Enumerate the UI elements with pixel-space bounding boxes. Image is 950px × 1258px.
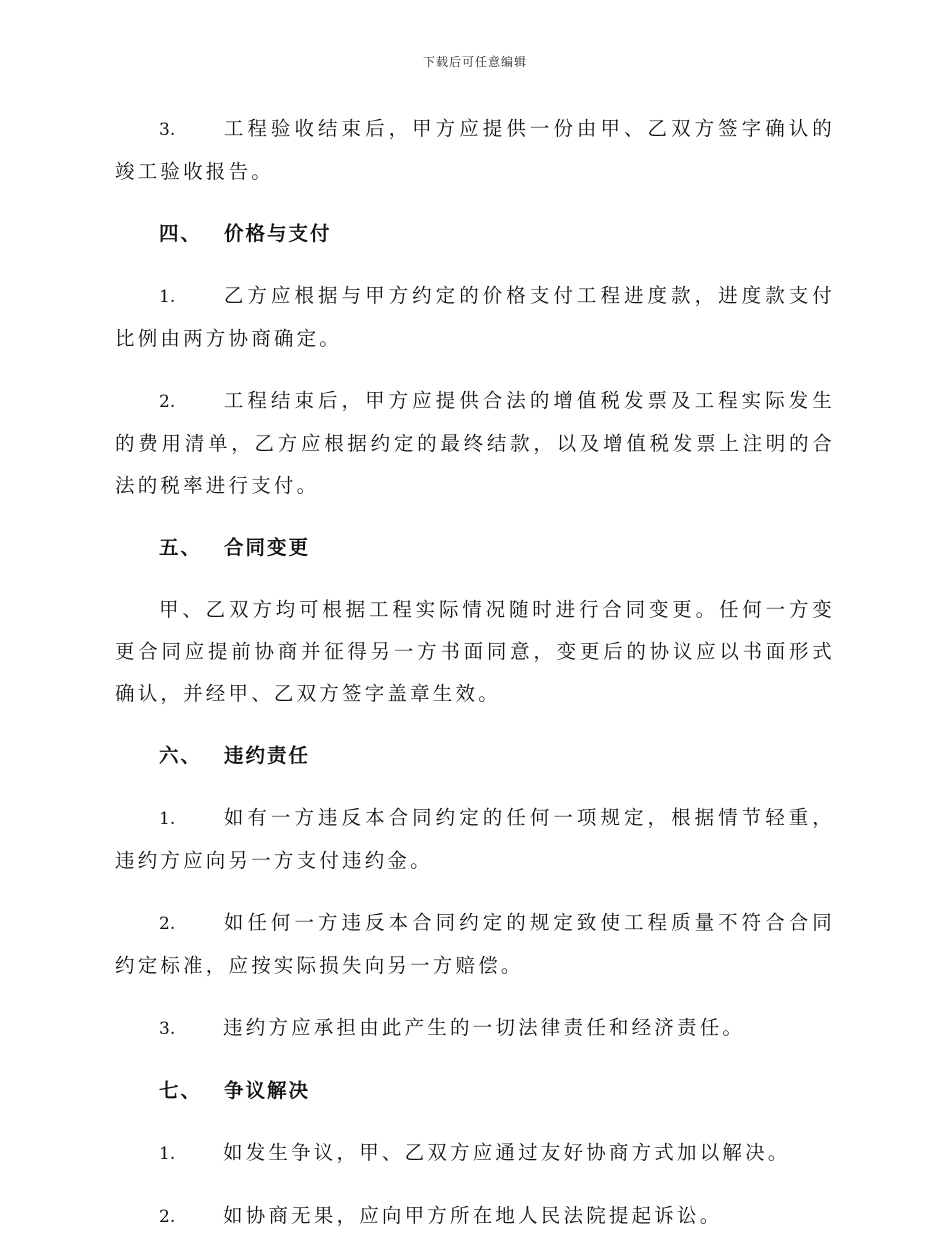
section-title: 合同变更 xyxy=(224,536,311,559)
clause-number: 3. xyxy=(159,1019,176,1039)
section-5-body: 甲、乙双方均可根据工程实际情况随时进行合同变更。任何一方变更合同应提前协商并征得另一方书面同意，变更后的协议应以书面形式确认，并经甲、乙双方签字盖章生效。 xyxy=(115,598,835,705)
section-title: 争议解决 xyxy=(224,1079,311,1102)
section-heading-5 xyxy=(159,527,835,569)
clause-text: 工程验收结束后，甲方应提供一份由甲、乙双方签字确认的竣工验收报告。 xyxy=(115,117,835,183)
section-heading-7 xyxy=(159,1070,835,1112)
clause-text: 工程结束后，甲方应提供合法的增值税发票及工程实际发生的费用清单，乙方应根据约定的最终结款，以及增值税发票上注明的合法的税率进行支付。 xyxy=(115,389,835,497)
document-body xyxy=(115,108,835,1258)
clause-text: 如有一方违反本合同约定的任何一项规定，根据情节轻重，违约方应向另一方支付违约金。 xyxy=(115,806,835,872)
clause-text: 违约方应承担由此产生的一切法律责任和经济责任。 xyxy=(223,1016,746,1039)
clause-6-2 xyxy=(115,902,835,987)
section-title: 价格与支付 xyxy=(224,222,332,245)
section-number: 六、 xyxy=(159,744,203,767)
clause-4-2 xyxy=(115,380,835,507)
section-number: 五、 xyxy=(159,536,203,559)
section-heading-6 xyxy=(159,735,835,777)
clause-text: 乙方应根据与甲方约定的价格支付工程进度款，进度款支付比例由两方协商确定。 xyxy=(115,284,835,350)
section-number: 七、 xyxy=(159,1079,203,1102)
clause-4-1 xyxy=(115,275,835,360)
clause-6-3 xyxy=(115,1007,835,1050)
section-number: 四、 xyxy=(159,222,203,245)
clause-7-2 xyxy=(115,1195,835,1238)
section-title: 违约责任 xyxy=(224,744,311,767)
clause-number: 1. xyxy=(159,809,176,829)
clause-number: 2. xyxy=(159,914,176,934)
clause-7-1 xyxy=(115,1132,835,1175)
clause-number: 1. xyxy=(159,1144,176,1164)
clause-text: 如发生争议，甲、乙双方应通过友好协商方式加以解决。 xyxy=(223,1141,791,1164)
clause-text: 如任何一方违反本合同约定的规定致使工程质量不符合合同约定标准，应按实际损失向另一方赔偿。 xyxy=(115,911,835,977)
clause-number: 2. xyxy=(159,392,176,412)
clause-number: 3. xyxy=(159,120,176,140)
clause-6-1 xyxy=(115,797,835,882)
page-header: 下载后可任意编辑 xyxy=(422,55,527,69)
clause-3-3 xyxy=(115,108,835,193)
clause-text: 如协商无果，应向甲方所在地人民法院提起诉讼。 xyxy=(223,1204,723,1227)
section-heading-4 xyxy=(159,213,835,255)
clause-number: 1. xyxy=(159,287,176,307)
clause-number: 2. xyxy=(159,1207,176,1227)
